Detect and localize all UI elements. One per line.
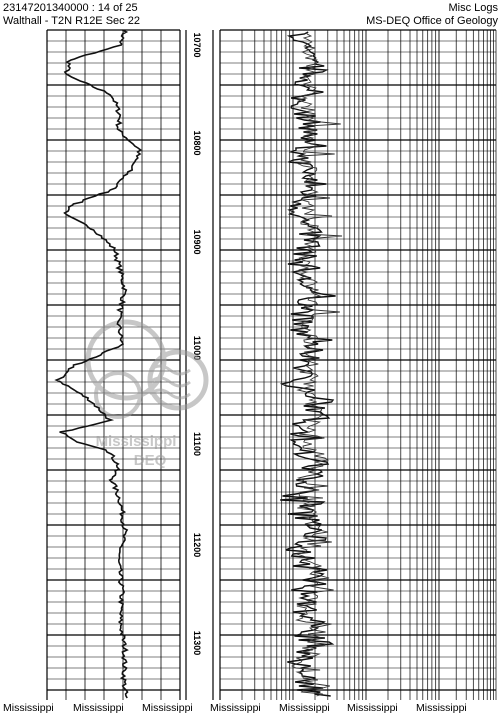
depth-label: 11300 xyxy=(192,630,202,656)
depth-label: 10800 xyxy=(192,130,202,156)
footer-label: Mississippi xyxy=(3,702,54,714)
document-id-line: 23147201340000 : 14 of 25 xyxy=(3,2,138,14)
footer-label: Mississippi xyxy=(210,702,261,714)
well-location-line: Walthall - T2N R12E Sec 22 xyxy=(3,15,140,27)
depth-label: 11200 xyxy=(192,532,202,558)
document-category: Misc Logs xyxy=(448,2,498,14)
depth-label: 10700 xyxy=(192,32,202,58)
source-agency: MS-DEQ Office of Geology xyxy=(366,15,498,27)
footer-label: Mississippi xyxy=(416,702,467,714)
depth-label: 11000 xyxy=(192,335,202,361)
footer-label: Mississippi xyxy=(73,702,124,714)
footer-strip xyxy=(0,701,504,715)
footer-label: Mississippi xyxy=(142,702,193,714)
right-track-grid xyxy=(220,30,496,700)
watermark-text-line1: Mississippi xyxy=(95,433,177,450)
depth-label: 10900 xyxy=(192,229,202,255)
watermark-text-line2: DEQ xyxy=(133,452,167,469)
footer-label: Mississippi xyxy=(347,702,398,714)
depth-labels xyxy=(192,32,202,655)
sp-curve xyxy=(56,30,140,698)
depth-label: 11100 xyxy=(192,431,202,457)
resistivity-curve-shallow xyxy=(292,32,342,696)
footer-label: Mississippi xyxy=(279,702,330,714)
mdeq-watermark-seal xyxy=(88,322,206,469)
